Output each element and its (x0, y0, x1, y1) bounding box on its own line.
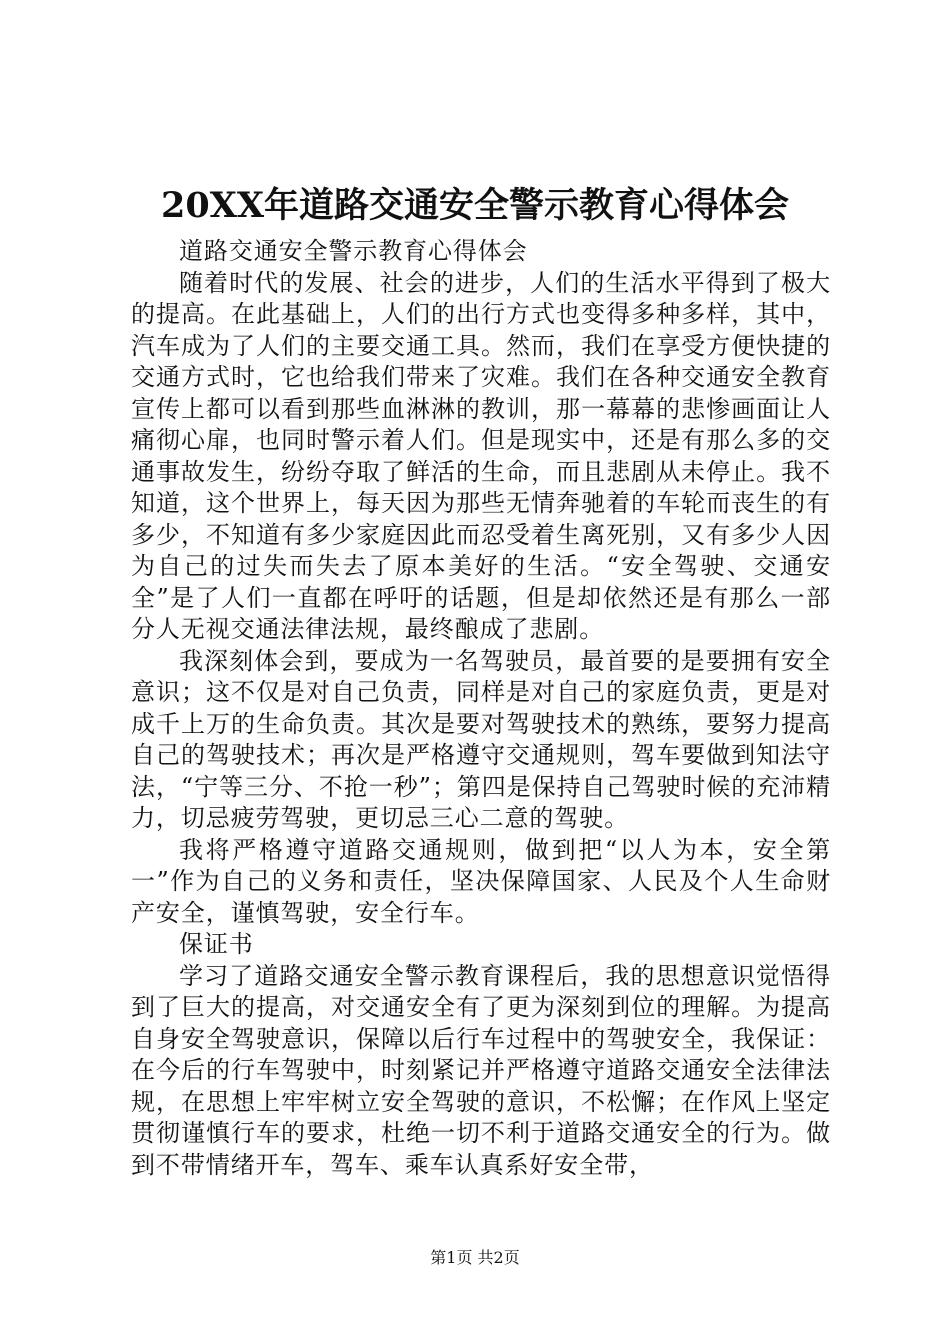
section-heading-guarantee: 保证书 (179, 930, 254, 958)
body-paragraph-2: 我深刻体会到，要成为一名驾驶员，最首要的是要拥有安全意识；这不仅是对自己负责，同样是对自己的家庭负责，更是对成千上万的生命负责。其次是要对驾驶技术的熟练，要努力提高自己的驾驶技术；再次是严格遵守交通规则，驾车要做到知法守法，“宁等三分、不抢一秒”；第四是保持自己驾驶时候的充沛精力，切忌疲劳驾驶，更切忌三心二意的驾驶。 (131, 646, 831, 832)
body-paragraph-3: 我将严格遵守道路交通规则，做到把“以人为本，安全第一”作为自己的义务和责任，坚决保障国家、人民及个人生命财产安全，谨慎驾驶，安全行车。 (131, 835, 831, 927)
page-number-footer: 第1页 共2页 (430, 1248, 520, 1267)
body-paragraph-4: 学习了道路交通安全警示教育课程后，我的思想意识觉悟得到了巨大的提高，对交通安全有了更为深刻到位的理解。为提高自身安全驾驶意识，保障以后行车过程中的驾驶安全，我保证：在今后的行车驾驶中，时刻紧记并严格遵守道路交通安全法律法规，在思想上牢牢树立安全驾驶的意识，不松懈；在作风上坚定贯彻谨慎行车的要求，杜绝一切不利于道路交通安全的行为。做到不带情绪开车，驾车、乘车认真系好安全带， (131, 961, 831, 1179)
document-body (131, 236, 831, 1181)
body-paragraph-1: 随着时代的发展、社会的进步，人们的生活水平得到了极大的提高。在此基础上，人们的出行方式也变得多种多样，其中，汽车成为了人们的主要交通工具。然而，我们在享受方便快捷的交通方式时，它也给我们带来了灾难。我们在各种交通安全教育宣传上都可以看到那些血淋淋的教训，那一幕幕的悲惨画面让人痛彻心扉，也同时警示着人们。但是现实中，还是有那么多的交通事故发生，纷纷夺取了鲜活的生命，而且悲剧从未停止。我不知道，这个世界上，每天因为那些无情奔驰着的车轮而丧生的有多少，不知道有多少家庭因此而忍受着生离死别，又有多少人因为自己的过失而失去了原本美好的生活。“安全驾驶、交通安全”是了人们一直都在呼吁的话题，但是却依然还是有那么一部分人无视交通法律法规，最终酿成了悲剧。 (131, 268, 831, 643)
document-title: 20XX年道路交通安全警示教育心得体会 (160, 185, 790, 226)
subtitle-paragraph: 道路交通安全警示教育心得体会 (179, 237, 528, 265)
